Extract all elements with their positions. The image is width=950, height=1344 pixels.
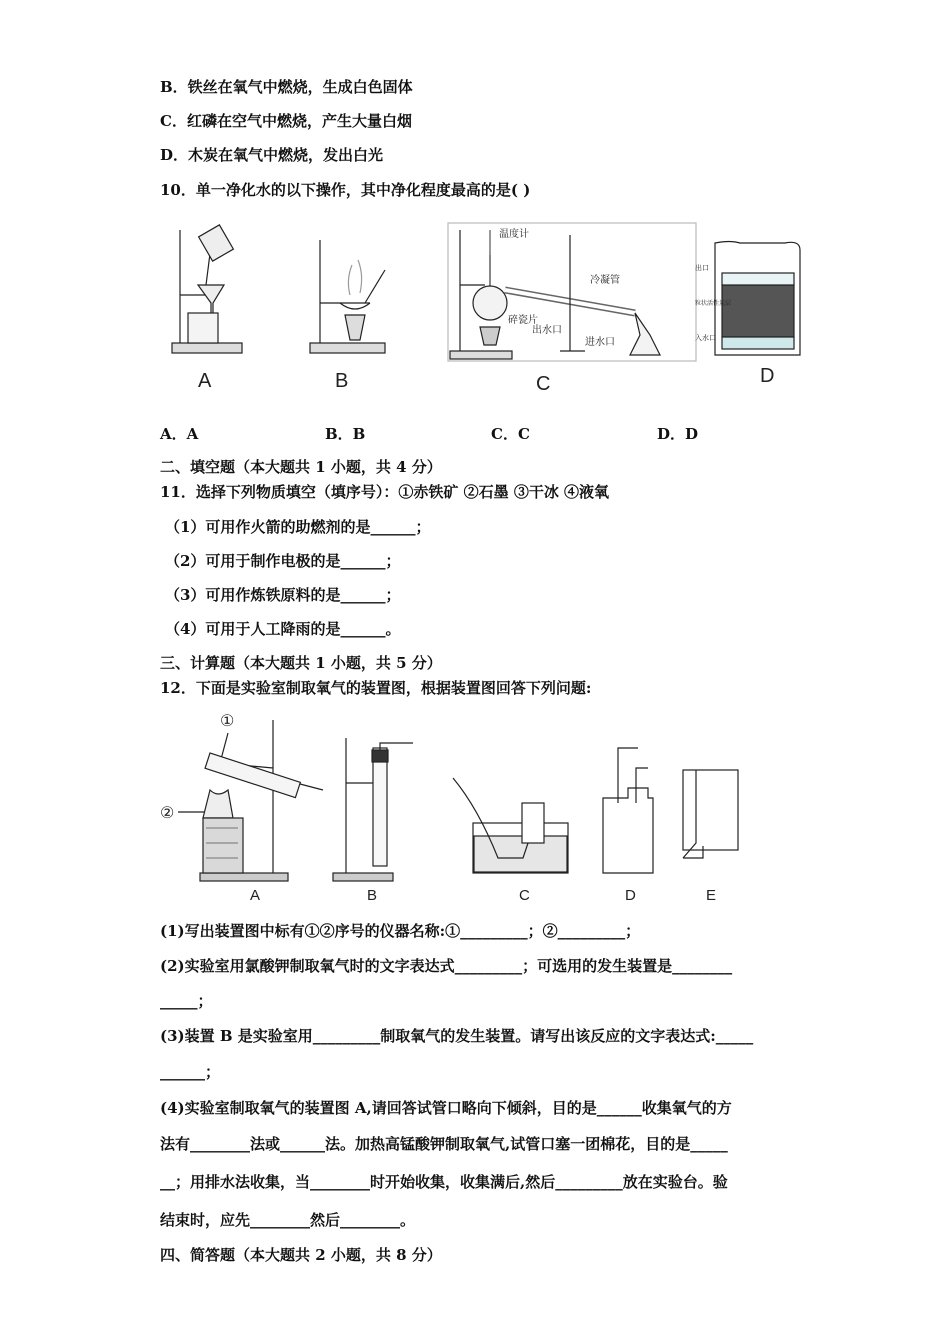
q10-answer-c: C．C xyxy=(491,425,530,443)
q12-line-3-cont: ______； xyxy=(160,1063,221,1081)
q9-option-c: C．红磷在空气中燃烧，产生大量白烟 xyxy=(160,112,412,130)
q11-stem: 11．选择下列物质填空（填序号）：①赤铁矿 ②石墨 ③干冰 ④液氧 xyxy=(160,483,610,501)
fig-c-water-out: 出水口 xyxy=(532,325,562,336)
q12-line-5: 法有________法或______法。加热高锰酸钾制取氧气,试管口塞一团棉花，目的是_____ xyxy=(160,1135,728,1153)
fig-b-evaporation xyxy=(310,240,385,392)
fig-d-inlet: 入水口 xyxy=(695,335,716,342)
apparatus-b xyxy=(333,738,413,904)
q12-stem: 12．下面是实验室制取氧气的装置图，根据装置图回答下列问题: xyxy=(160,679,592,697)
fig-12b-label: B xyxy=(367,887,378,904)
fig-12d-label: D xyxy=(625,887,636,904)
fig-c-thermometer: 温度计 xyxy=(499,229,529,240)
fig-c-water-in: 进水口 xyxy=(585,337,615,348)
fig-12e-label: E xyxy=(706,887,717,904)
fig-c-distillation xyxy=(448,223,696,395)
apparatus-e xyxy=(683,770,738,904)
apparatus-d xyxy=(603,748,653,904)
section3-heading: 三、计算题（本大题共 1 小题，共 5 分） xyxy=(160,654,442,672)
section4-heading: 四、简答题（本大题共 2 小题，共 8 分） xyxy=(160,1246,442,1264)
q10-answer-b: B．B xyxy=(325,425,366,443)
fig-c-condenser: 冷凝管 xyxy=(590,275,620,286)
q11-item-3: （3）可用作炼铁原料的是______； xyxy=(165,586,401,604)
apparatus-a xyxy=(160,713,323,904)
q11-item-4: （4）可用于人工降雨的是______。 xyxy=(165,620,401,638)
fig-d-label: D xyxy=(760,365,775,387)
q10-figure xyxy=(160,215,820,400)
section2-heading: 二、填空题（本大题共 1 小题，共 4 分） xyxy=(160,458,442,476)
q12-line-7: 结束时，应先________然后________。 xyxy=(160,1211,416,1229)
fig-a-filtration xyxy=(172,225,242,392)
fig-c-chips: 碎瓷片 xyxy=(508,315,538,326)
q12-figure xyxy=(158,708,748,908)
apparatus-c xyxy=(453,778,568,904)
fig-b-label: B xyxy=(335,370,349,392)
marker-2: ② xyxy=(160,805,175,822)
q9-option-b: B．铁丝在氧气中燃烧，生成白色固体 xyxy=(160,78,413,96)
q10-stem: 10．单一净化水的以下操作，其中净化程度最高的是( ) xyxy=(160,181,531,199)
fig-d-outlet: 出口 xyxy=(695,265,709,272)
marker-1: ① xyxy=(220,713,235,730)
q10-answer-d: D．D xyxy=(657,425,699,443)
q12-line-3: (3)装置 B 是实验室用_________制取氧气的发生装置。请写出该反应的文字表达式:_____ xyxy=(160,1027,754,1045)
fig-12c-label: C xyxy=(519,887,530,904)
q12-line-2: (2)实验室用氯酸钾制取氧气时的文字表达式_________；可选用的发生装置是________ xyxy=(160,957,733,975)
fig-a-label: A xyxy=(198,370,212,392)
q11-item-1: （1）可用作火箭的助燃剂的是______； xyxy=(165,518,431,536)
q11-item-2: （2）可用于制作电极的是______； xyxy=(165,552,401,570)
q12-line-4: (4)实验室制取氧气的装置图 A,请回答试管口略向下倾斜，目的是______收集氧气的方 xyxy=(160,1099,732,1117)
q9-option-d: D．木炭在氧气中燃烧，发出白光 xyxy=(160,146,384,164)
fig-d-carbon: 粒状活性炭层 xyxy=(695,301,732,307)
q12-line-6: __；用排水法收集，当________时开始收集，收集满后,然后_________放在实验台。验 xyxy=(160,1173,728,1191)
fig-c-label: C xyxy=(536,373,551,395)
q10-answer-a: A．A xyxy=(160,425,199,443)
fig-12a-label: A xyxy=(250,887,261,904)
fig-d-filter-column xyxy=(695,242,800,388)
q12-line-1: (1)写出装置图中标有①②序号的仪器名称:①_________；②_________； xyxy=(160,922,641,940)
q12-line-2-cont: _____； xyxy=(160,992,213,1010)
